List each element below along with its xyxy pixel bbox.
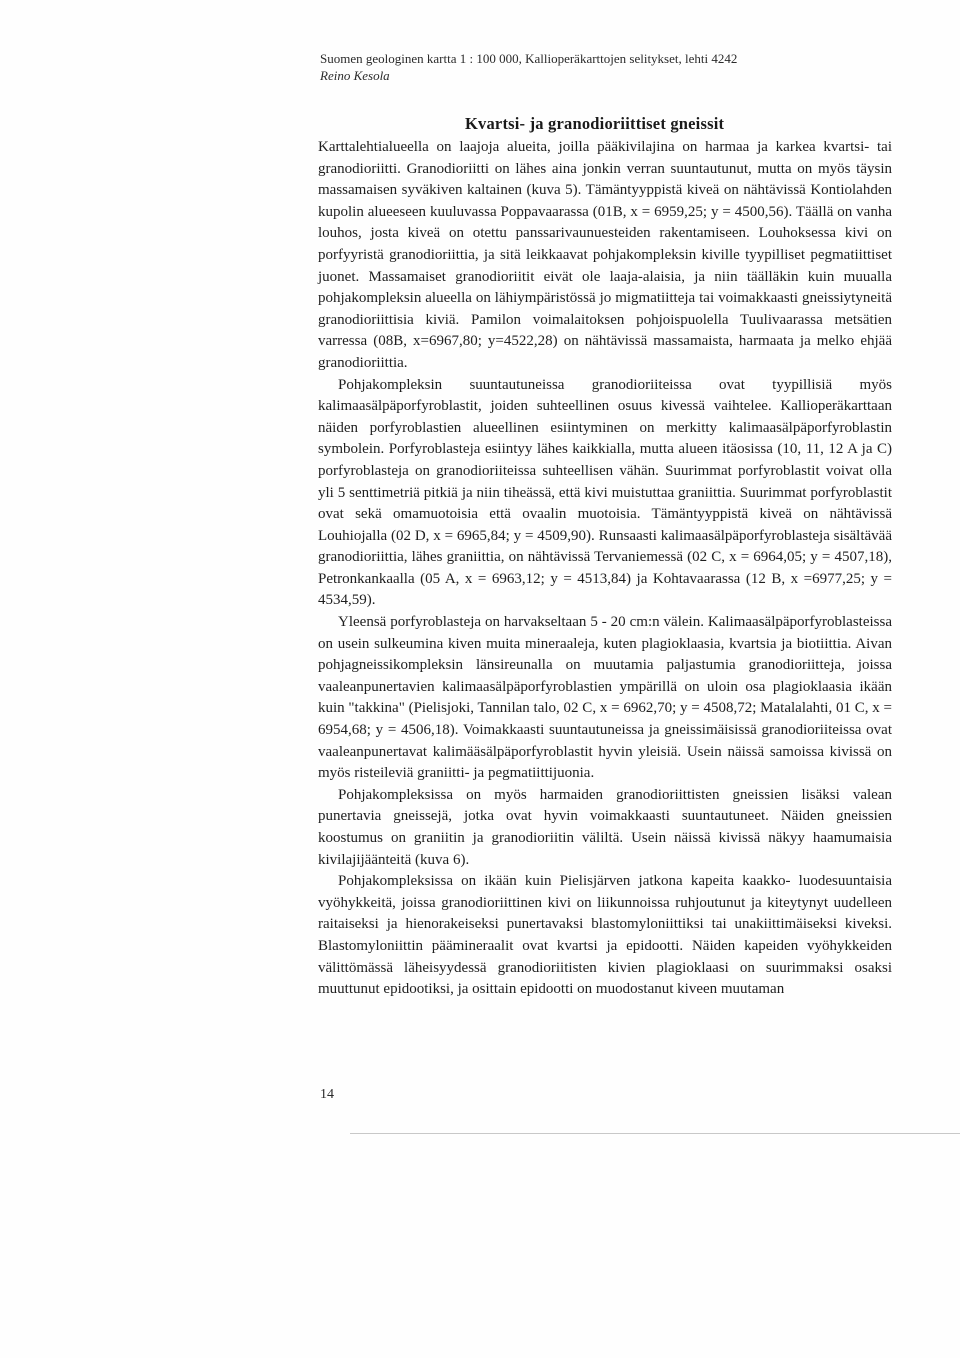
page-number: 14: [320, 1087, 334, 1102]
author-name: Reino Kesola: [320, 68, 390, 83]
scan-edge-line: [350, 1133, 960, 1134]
paragraph: Pohjakompleksissa on ikään kuin Pielisjärven jatkona kapeita kaakko- luodesuuntaisia vyöhykkeitä, joissa granodioriittinen kivi on liikunnoissa ruhjoutunut ja kiteytynyt uudelleen raitaiseksi ja hienorakeiseksi punertavaksi blastomyloniittiksi tai unakiittimäiseksi kiveksi. Blastomyloniittin päämineraalit ovat kvartsi ja epidootti. Näiden kapeiden vyöhykkeiden välittömässä läheisyydessä granodioriitisten kivien plagioklaasi on suurimmaksi osaksi muuttunut epidootiksi, ja osittain epidootti on muodostanut kiveen muutaman: [318, 873, 892, 998]
body-text: [318, 137, 892, 1001]
section-heading: Kvartsi- ja granodioriittiset gneissit: [465, 114, 725, 133]
series-title: Suomen geologinen kartta 1 : 100 000, Kallioperäkarttojen selitykset, lehti 4242: [320, 51, 738, 66]
paragraph: Pohjakompleksissa on myös harmaiden granodioriittisten gneissien lisäksi valean punertavia gneissejä, jotka ovat hyvin voimakkaasti suuntautuneet. Näiden gneissien koostumus on graniitin ja granodioriitin väliltä. Usein näissä kivissä näkyy haamumaisia kivilajijäänteitä (kuva 6).: [318, 786, 892, 868]
paragraph: Yleensä porfyroblasteja on harvakseltaan 5 - 20 cm:n välein. Kalimaasälpäporfyroblasteissa on usein sulkeumina kiven muita mineraaleja, kuten plagioklaasia, kvartsia ja biotiittia. Aivan pohjagneissikompleksin länsireunalla on muutamia paljastumia granodioriitteja, joissa vaaleanpunertavien kalimaasälpäporfyroblastien ympärillä on uloin osa plagioklaasia ikään kuin "takkina" (Pielisjoki, Tannilan talo, 02 C, x = 6962,70; y = 4508,72; Matalalahti, 01 C, x = 6954,68; y = 4506,18). Voimakkaasti suuntautuneissa ja gneissimäisissä granodioriiteissa ovat vaaleanpunertavat kalimääsälpäporfyroblastit hyvin yleisiä. Usein näissä samoissa kivissä on myös risteileviä graniitti- ja pegmatiittijuonia.: [318, 614, 892, 782]
paragraph: Karttalehtialueella on laajoja alueita, joilla pääkivilajina on harmaa ja karkea kvartsi- tai granodioriitti. Granodioriitti on lähes aina jonkin verran suuntautunut, mutta on myös täysin massamaisen syväkiven kaltainen (kuva 5). Tämäntyyppistä kiveä on nähtävissä Kontiolahden kupolin alueeseen kuuluvassa Poppavaarassa (01B, x = 6959,25; y = 4500,56). Täällä on vanha louhos, josta kiveä on otettu panssarivaunuesteiden rakentamiseen. Louhoksessa kivi on porfyyristä granodioriittia, ja sitä leikkaavat pohjakompleksin kiville tyypilliset pegmatiittiset juonet. Massamaiset granodioriitit eivät ole laaja-alaisia, ja niin täälläkin kuin muualla pohjakompleksin alueella on lähiympäristössä jo migmatiitteja tai voimakkaasti gneissiytyneitä granodioriittisia kiviä. Pamilon voimalaitoksen pohjoispuolella Tuulivaarassa metsätien varressa (08B, x=6967,80; y=4522,28) on nähtävissä massamaista, harmaata ja melko ehjää granodioriittia.: [318, 139, 892, 371]
paragraph: Pohjakompleksin suuntautuneissa granodioriiteissa ovat tyypillisiä myös kalimaasälpäporfyroblastit, joiden suhteellinen osuus kivessä vaihtelee. Kallioperäkarttaan näiden porfyroblastien alueellinen esiintyminen on merkitty kalimaasälpäporfyroblastin symbolein. Porfyroblasteja esiintyy lähes kaikkialla, mutta alueen itäosissa (10, 11, 12 A ja C) porfyroblasteja on granodioriiteissa suhteellisen vähän. Suurimmat porfyroblastit voivat olla yli 5 senttimetriä pitkiä ja niin tiheässä, että kivi muistuttaa graniittia. Suurimmat porfyroblastit ovat sekä omamuotoisia että ovaalin muotoisia. Tämäntyyppistä kiveä on nähtävissä Louhiojalla (02 D, x = 6965,84; y = 4509,90). Runsaasti kalimaasälpäporfyroblasteja sisältävää granodioriittia, lähes graniittia, on nähtävissä Tervaniemessä (02 C, x = 6964,05; y = 4507,18), Petronkankaalla (05 A, x = 6963,12; y = 4513,84) ja Kohtavaarassa (12 B, x =6977,25; y = 4534,59).: [318, 376, 892, 609]
page-header: [320, 50, 737, 84]
